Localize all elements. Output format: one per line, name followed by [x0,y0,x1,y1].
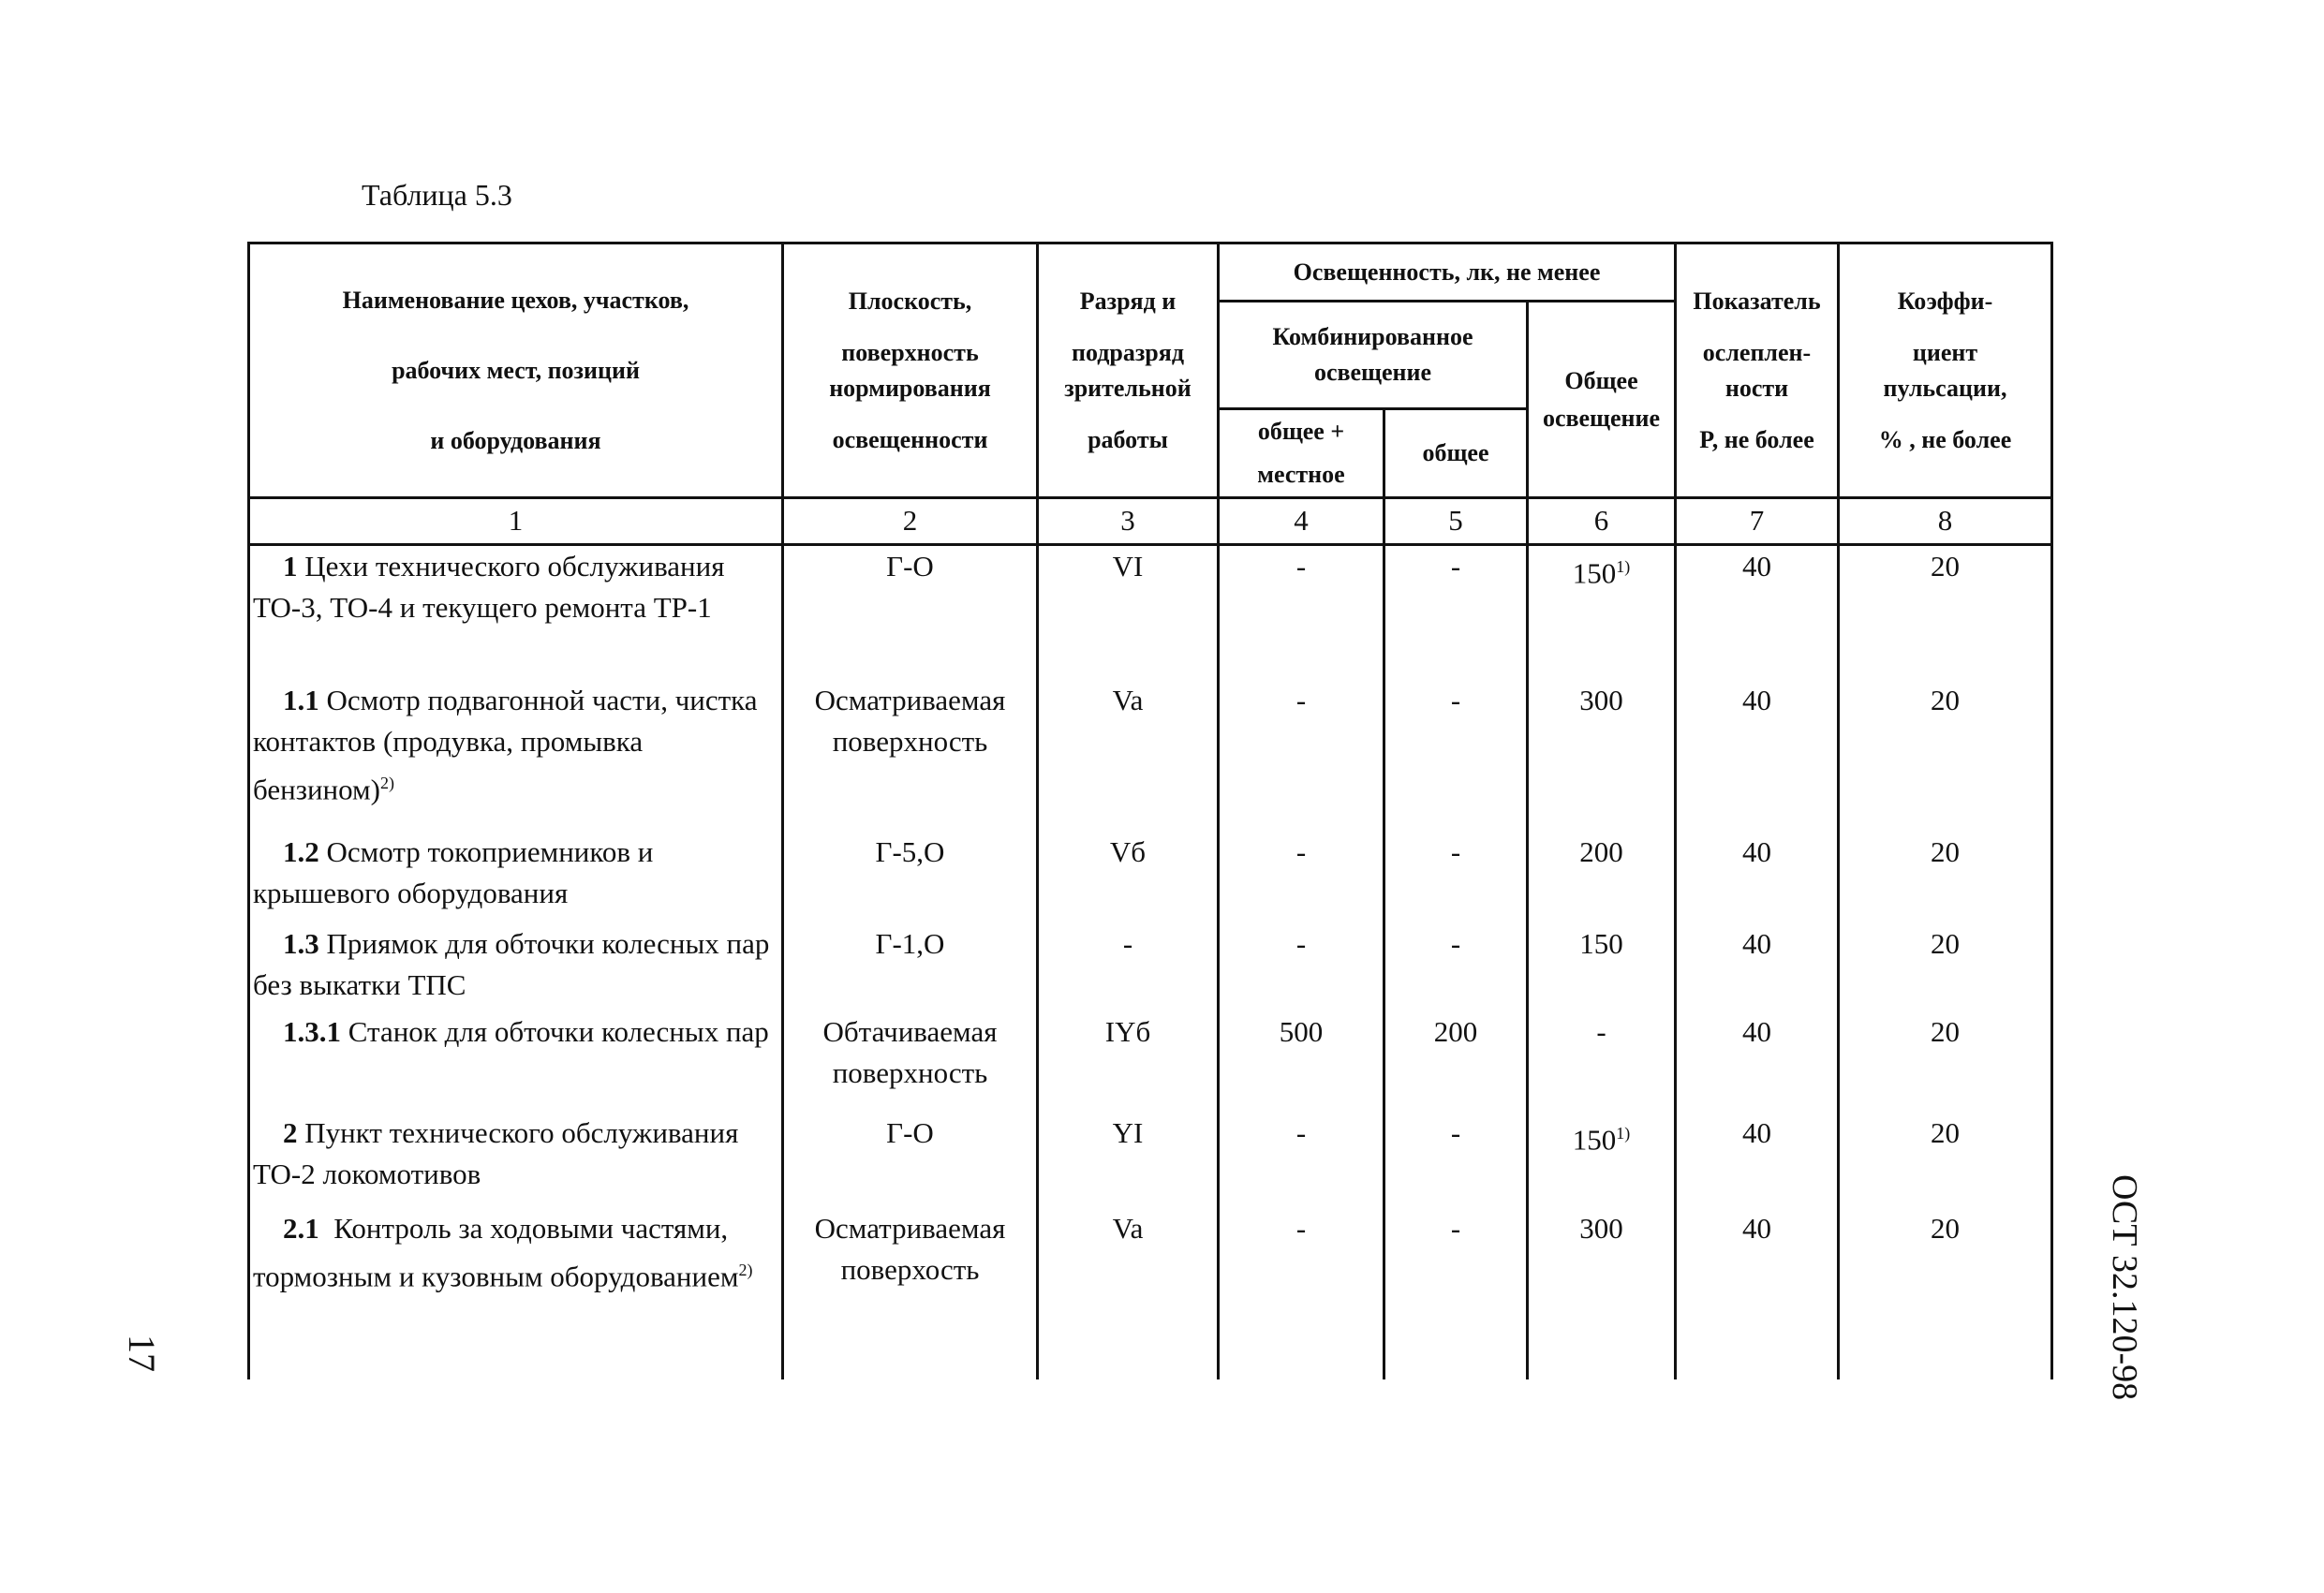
header-col8 [1840,244,2050,496]
row-cell-c4 [1220,546,1383,587]
cell-value: 40 [1742,927,1771,960]
row-cell-c6 [1529,546,1674,594]
header-col8-line4: % , не более [1878,425,2012,453]
footnote-ref: 2) [380,774,394,792]
row-cell-c5 [1385,680,1526,721]
row-cell-c4 [1220,1208,1383,1249]
cell-value: Va [1112,1212,1144,1245]
header-col1-line3: и оборудования [430,427,601,454]
table-caption: Таблица 5.3 [362,178,512,212]
row-name [253,1113,777,1195]
col-number-1: 1 [508,504,524,538]
row-name [253,923,777,1006]
row-cell-plane [784,680,1036,762]
col-number-3: 3 [1120,504,1135,538]
row-cell-c5 [1385,923,1526,965]
row-cell-grade [1039,546,1217,587]
header-col3 [1039,244,1217,496]
col-number-4: 4 [1294,504,1309,538]
row-cell-c7 [1677,1011,1837,1053]
header-col2-line4: освещенности [832,425,988,453]
row-cell-c8 [1840,1011,2050,1053]
cell-value: Обтачиваемая поверхность [822,1015,998,1089]
col-number-5: 5 [1448,504,1463,538]
row-number: 1.3 [283,927,319,960]
cell-value: 200 [1433,1015,1478,1048]
cell-value: IYб [1104,1015,1151,1048]
row-cell-plane [784,832,1036,873]
row-name [253,1208,777,1297]
cell-value: 150 [1579,927,1623,960]
col-number-6: 6 [1593,504,1609,538]
col-number-2: 2 [902,504,918,538]
row-cell-c4 [1220,1113,1383,1154]
cell-value: Vб [1109,835,1147,868]
cell-value: Г-1,О [875,927,945,960]
cell-value: 20 [1931,684,1960,716]
cell-value: 300 [1579,1212,1623,1245]
row-cell-c4 [1220,832,1383,873]
row-cell-plane [784,1011,1036,1094]
header-col2-line3: нормирования [829,374,991,402]
cell-value: 200 [1579,835,1623,868]
row-cell-c4 [1220,1011,1383,1053]
row-number: 1.1 [283,684,319,716]
row-cell-plane [784,546,1036,587]
standard-code: ОСТ 32.120-98 [2105,1174,2144,1401]
cell-value: - [1450,927,1461,960]
row-title: Контроль за ходовыми частями, тормозным и кузовным оборудованием [253,1212,739,1293]
header-illum-group: Освещенность, лк, не менее [1293,258,1601,286]
cell-value: 20 [1931,550,1960,583]
cell-value: VI [1112,550,1144,583]
header-col8-line1: Коэффи- [1897,287,1993,315]
row-cell-c5 [1385,1208,1526,1249]
header-col5: общее [1422,439,1489,467]
header-col6-line2: освещение [1542,404,1661,432]
cell-value: 500 [1279,1015,1324,1048]
header-col7-line3: ности [1724,374,1789,402]
cell-value: 20 [1931,1015,1960,1048]
header-col2-line1: Плоскость, [848,287,972,315]
row-cell-grade [1039,1113,1217,1154]
row-cell-grade [1039,1011,1217,1053]
cell-value: - [1122,927,1133,960]
header-col2-line2: поверхность [841,338,979,366]
cell-value: 40 [1742,1015,1771,1048]
row-cell-c5 [1385,1113,1526,1154]
header-col8-line3: пульсации, [1883,374,2007,402]
cell-value: 40 [1742,550,1771,583]
row-cell-c8 [1840,832,2050,873]
cell-value: 150 [1572,1123,1617,1157]
cell-value: - [1295,684,1307,716]
cell-value: - [1450,1212,1461,1245]
row-cell-grade [1039,1208,1217,1249]
header-col4-line1: общее + [1257,418,1345,445]
row-cell-c8 [1840,1113,2050,1154]
footnote-ref: 1) [1616,1124,1631,1143]
header-combined [1220,302,1526,407]
lighting-norms-table [247,242,2052,1379]
row-cell-plane [784,1208,1036,1291]
header-col3-line1: Разряд и [1079,287,1177,315]
cell-value: Г-О [886,550,934,583]
header-combined-line1: Комбинированное [1272,323,1473,350]
row-cell-c4 [1220,680,1383,721]
row-title: Осмотр подвагонной части, чистка контактов (продувка, промывка бензином) [253,684,765,806]
row-name [253,832,777,914]
col-number-7: 7 [1749,504,1765,538]
header-col1 [250,244,781,496]
cell-value: 20 [1931,1212,1960,1245]
cell-value: - [1295,835,1307,868]
cell-value: 20 [1931,835,1960,868]
cell-value: - [1596,1015,1606,1048]
row-cell-c6 [1529,923,1674,965]
page-number: 17 [121,1335,163,1372]
row-cell-c7 [1677,832,1837,873]
row-cell-grade [1039,923,1217,965]
header-col7-line1: Показатель [1693,287,1821,315]
cell-value: YI [1112,1116,1144,1149]
row-cell-c5 [1385,832,1526,873]
row-cell-c8 [1840,1208,2050,1249]
cell-value: - [1295,1212,1307,1245]
row-cell-c5 [1385,546,1526,587]
cell-value: - [1295,550,1307,583]
header-col1-line2: рабочих мест, позиций [392,357,640,384]
row-cell-grade [1039,832,1217,873]
row-cell-c6 [1529,1208,1674,1249]
cell-value: - [1450,550,1461,583]
header-col1-line1: Наименование цехов, участков, [342,287,689,314]
row-name [253,546,777,628]
row-cell-plane [784,923,1036,965]
cell-value: 40 [1742,835,1771,868]
cell-value: - [1450,1116,1461,1149]
header-col4 [1220,410,1383,496]
header-col7 [1677,244,1837,496]
row-title: Пункт технического обслуживания ТО-2 локомотивов [253,1116,747,1190]
row-cell-c4 [1220,923,1383,965]
row-title: Приямок для обточки колесных пар без выкатки ТПС [253,927,777,1001]
row-cell-c8 [1840,680,2050,721]
row-number: 2 [283,1116,298,1149]
row-title: Осмотр токоприемников и крышевого оборудования [253,835,661,909]
header-col3-line2: подразряд [1072,338,1184,366]
row-cell-c6 [1529,680,1674,721]
row-title: Цехи технического обслуживания ТО-3, ТО-4 и текущего ремонта ТР-1 [253,550,733,624]
cell-value: - [1295,927,1307,960]
header-col7-line2: ослеплен- [1702,338,1812,366]
cell-value: 150 [1572,556,1617,590]
row-number: 1.2 [283,835,319,868]
header-col7-line4: P, не более [1699,425,1814,453]
row-name [253,680,777,810]
header-col3-line3: зрительной [1064,374,1192,402]
row-cell-c8 [1840,546,2050,587]
row-cell-c7 [1677,923,1837,965]
header-col6-line1: Общее [1564,366,1638,394]
header-col8-line2: циент [1912,338,1978,366]
cell-value: - [1450,835,1461,868]
row-cell-c5 [1385,1011,1526,1053]
row-number: 1.3.1 [283,1015,341,1048]
cell-value: 300 [1579,684,1623,716]
row-cell-c6 [1529,1011,1674,1053]
cell-value: Va [1112,684,1144,716]
col-number-8: 8 [1937,504,1953,538]
header-combined-line2: освещение [1313,359,1432,386]
row-cell-c7 [1677,1113,1837,1154]
cell-value: Осматриваемая поверхость [814,1212,1006,1286]
row-cell-grade [1039,680,1217,721]
cell-value: - [1295,1116,1307,1149]
cell-value: Г-5,О [875,835,945,868]
row-number: 1 [283,550,298,583]
row-cell-plane [784,1113,1036,1154]
row-cell-c7 [1677,546,1837,587]
footnote-ref: 2) [738,1261,753,1279]
cell-value: 40 [1742,1116,1771,1149]
cell-value: Г-О [886,1116,934,1149]
row-cell-c6 [1529,1113,1674,1160]
row-number: 2.1 [283,1212,319,1245]
row-name [253,1011,777,1053]
row-cell-c7 [1677,680,1837,721]
cell-value: Осматриваемая поверхность [814,684,1006,758]
footnote-ref: 1) [1616,557,1631,576]
cell-value: - [1450,684,1461,716]
header-col2 [784,244,1036,496]
header-col3-line4: работы [1088,425,1168,453]
cell-value: 40 [1742,1212,1771,1245]
header-col6 [1529,302,1674,496]
row-cell-c8 [1840,923,2050,965]
cell-value: 20 [1931,1116,1960,1149]
cell-value: 20 [1931,927,1960,960]
header-col4-line2: местное [1257,461,1345,488]
table-right-border [2050,242,2053,1379]
cell-value: 40 [1742,684,1771,716]
row-title: Станок для обточки колесных пар [341,1015,769,1048]
row-cell-c6 [1529,832,1674,873]
row-cell-c7 [1677,1208,1837,1249]
